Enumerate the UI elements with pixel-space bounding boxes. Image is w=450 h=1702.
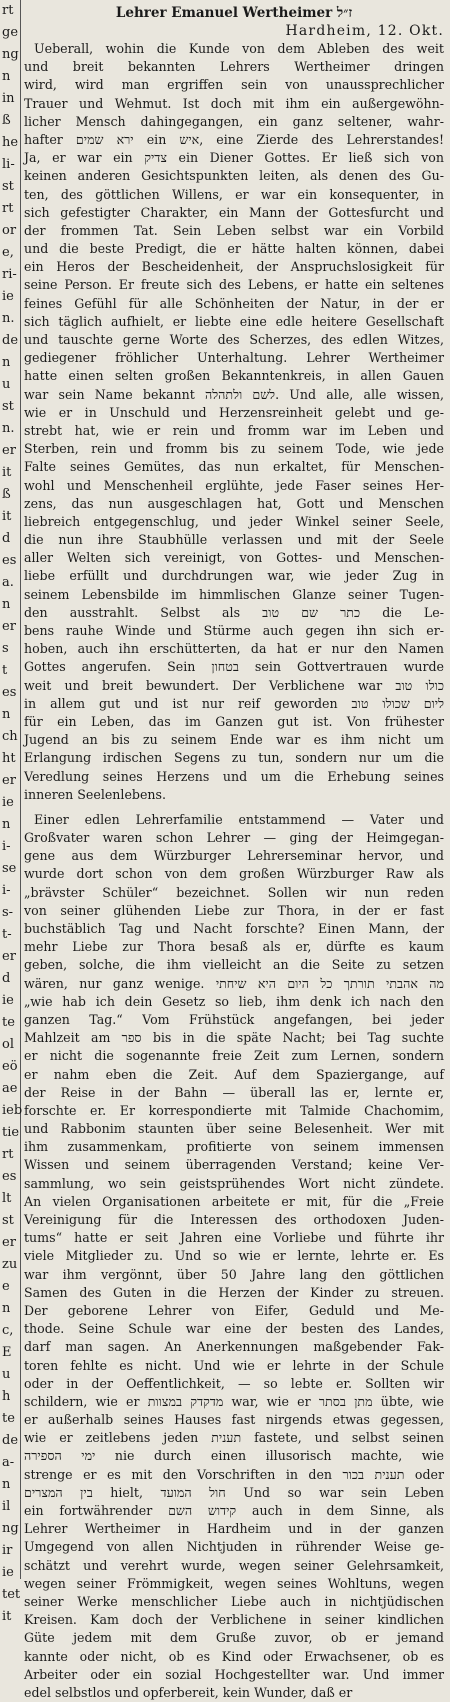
text-line: wären, nur ganz wenige. מה אהבתי תורתך כל היום היא שיחתי [24,975,444,991]
text-line: Der geborene Lehrer von Eifer, Geduld und Me- [24,1302,444,1318]
text-line: sich gefestigter Charakter, ein Mann der Gottesfurcht und [24,204,444,220]
margin-fragment: n [2,1301,11,1316]
margin-fragment: ieb [2,1103,23,1118]
text-line: wie er in Unschuld und Herzensreinheit gelebt und ge- [24,404,444,420]
margin-fragment: de [2,333,19,348]
margin-fragment: tet [2,1587,21,1602]
text-line: Einer edlen Lehrerfamilie entstammend — Vater und [34,811,444,827]
text-line: kannte oder nicht, ob es Kind oder Erwachsener, ob es [24,1648,444,1664]
text-line: von seiner glühenden Liebe zur Thora, in der er fast [24,902,444,918]
margin-fragment: ß [2,113,11,128]
margin-fragment: es [2,553,17,568]
text-line: der Reise in der Bahn — überall las er, lernte er, [24,1084,444,1100]
text-line: darf man sagen. An Anerkennungen maßgebender Fak- [24,1339,444,1355]
margin-fragment: c, [2,1323,14,1338]
text-line: sich täglich aufhielt, er liebte eine edle heitere Gesellschaft [24,313,444,329]
margin-fragment: u [2,1367,11,1382]
text-line: war sein Name bekannt לשם ולתהלה. Und alle, alle wissen, [24,386,445,402]
margin-fragment: in [2,91,15,106]
text-line: בין המצרים hielt, חול המועד Und so war sein Leben [24,1484,444,1500]
text-line: wurde dort schon von dem großen Würzburger Raw als [24,866,444,882]
text-line: hatte einen selten großen Bekanntenkreis, in allen Gauen [24,368,444,384]
text-line: der frommen Tat. Sein Leben selbst war ein Vorbild [24,222,444,238]
article-dateline: Hardheim, 12. Okt. [285,23,444,39]
text-line: toren fehlte es nicht. Und wie er lehrte in der Schule [24,1357,444,1373]
margin-fragment: ir [2,1543,13,1558]
text-line: und die beste Predigt, die er hätte halten können, dabei [24,241,444,257]
text-line: war ihm vergönnt, über 50 Jahre lang den göttlichen [24,1266,444,1282]
margin-fragment: or [2,223,17,238]
article-column [24,4,444,1702]
margin-fragment: de [2,1433,19,1448]
text-line: ganzen Tag.“ Vom Frühstück angefangen, bei jeder [24,1011,444,1027]
margin-fragment: a. [2,575,14,590]
text-line: in allem gut und ist nur reif geworden ליום שכולו טוב [24,695,444,711]
text-line: für ein Leben, das im Ganzen gut ist. Von frühester [24,713,444,729]
margin-fragment: ht [2,751,16,766]
margin-fragment: ie [2,993,14,1008]
text-line: Großvater waren schon Lehrer — ging der Heimgegan- [24,830,444,846]
text-line: Umgegend von allen Nichtjuden in rührender Weise ge- [24,1539,444,1555]
margin-fragment: ie [2,1565,14,1580]
margin-fragment: n. [2,311,15,326]
margin-fragment: d [2,531,11,546]
text-line: seine Person. Er freute sich des Lebens, er hatte ein seltenes [24,277,444,293]
margin-fragment: i- [2,883,11,898]
margin-fragment: n. [2,421,15,436]
text-line: seinem Lebensbilde im himmlischen Glanze seiner Tugen- [24,586,444,602]
text-line: gene aus dem Würzburger Lehrerseminar hervor, und [24,848,444,864]
text-line: Gottes angerufen. Sein בטחון sein Gottvertrauen wurde [24,659,445,675]
text-line: feines Gefühl für alle Schönheiten der Natur, in der er [24,295,444,311]
text-line: Mahlzeit am ספר bis in die späte Nacht; bei Tag suchte [24,1030,444,1046]
margin-fragment: ng [2,1521,19,1536]
text-line: An vielen Organisationen arbeitete er mit, für die „Freie [24,1193,444,1209]
text-line: und breit bekannten Lehrers Wertheimer dringen [24,59,444,75]
text-line: „wie hab ich dein Gesetz so lieb, ihm denk ich nach den [24,993,444,1009]
margin-fragment: st [2,179,14,194]
text-line: ימי הספירה nie durch einen illusorisch machte, wie [24,1448,445,1464]
margin-fragment: e, [2,245,14,260]
text-line: mehr Liebe zur Thora besaß als er, dürfte es kaum [24,939,444,955]
margin-fragment: st [2,399,14,414]
text-line: „brävster Schüler“ bezeichnet. Sollen wir nun reden [24,884,444,900]
margin-fragment: lt [2,1191,12,1206]
margin-fragment: ge [2,25,19,40]
text-line: hoben, auch ihn erschütterten, da hat er nur den Namen [24,641,444,657]
text-line: Ja, er war ein צדיק ein Diener Gottes. Er ließ sich von [24,150,444,166]
margin-fragment: se [2,861,17,876]
margin-fragment: er [2,619,16,634]
margin-fragment: zu [2,1257,18,1272]
text-line: schätzt und verehrt wurde, wegen seiner Gelehrsamkeit, [24,1557,444,1573]
text-line: Vereinigung für die Interessen des orthodoxen Juden- [24,1212,444,1227]
text-line: er außerhalb seines Hauses fast nirgends etwas gegessen, [24,1412,444,1428]
margin-fragment: E [2,1345,12,1360]
margin-fragment: ae [2,1081,18,1096]
text-line: er nahm eben die Zeit. Auf dem Spaziergange, auf [24,1066,444,1082]
text-line: liebe erfüllt und durchdrungen war, wie jeder Zug in [24,568,444,584]
margin-fragment: h [2,1389,11,1404]
text-line: wird, wird man ergriffen sein von unaussprechlicher [24,77,444,93]
text-line: den ausstrahlt. Selbst als כתר שם טוב die Le- [24,604,444,620]
margin-fragment: n [2,817,11,832]
text-line: Jugend an bis zu seinem Ende war es ihm nicht um [24,732,444,748]
margin-fragment: es [2,1169,17,1184]
text-line: strenge er es mit den Vorschriften in den תענית בכור oder [24,1466,444,1482]
margin-fragment: er [2,443,16,458]
text-line: inneren Seelenlebens. [24,786,166,802]
margin-fragment: s- [2,905,14,920]
text-line: thode. Seine Schule war eine der besten des Landes, [24,1321,444,1337]
text-line: Falte seines Gemütes, das nun erkaltet, für Menschen- [24,459,444,475]
article-paragraph [24,40,444,804]
margin-fragment: li- [2,157,15,172]
text-line: Arbeiter oder ein sozial Hochgestellter war. Und immer [24,1666,444,1682]
margin-fragment: it [2,465,12,480]
article-body [24,40,444,1702]
margin-fragment: n [2,597,11,612]
text-line: wohl und Menschenheil erglühte, jede Faser seines Her- [24,477,444,493]
paragraph-gap [24,804,444,811]
margin-fragment: rt [2,3,14,18]
text-line: er nicht die sogenannte freie Zeit zum Lernen, sondern [24,1048,444,1064]
margin-fragment: ie [2,289,14,304]
text-line: edel selbstlos und opferbereit, kein Wunder, daß er [24,1684,353,1700]
text-line: Güte jedem mit dem Gruße zuvor, ob er jemand [24,1630,444,1646]
text-line: wie er zeitlebens jeden תענית fastete, und selbst seinen [24,1430,444,1446]
text-line: sammlung, wo sein geistsprühendes Wort nicht zündete. [24,1175,444,1191]
margin-fragment: u [2,377,11,392]
text-line: und Rabbonim staunten über seine Belesenheit. Wer mit [24,1121,444,1137]
margin-fragment: ch [2,729,18,744]
text-line: strebt hat, wie er rein und fromm war im Leben und [24,422,444,438]
text-line: die nun ihre Staubhülle verlassen und mit der Seele [24,532,444,548]
text-line: wegen seiner Frömmigkeit, wegen seines Wohltuns, wegen [24,1575,444,1591]
margin-fragment: it [2,509,12,524]
text-line: tums“ hatte er seit Jahren eine Vorliebe und führte ihr [24,1230,444,1246]
margin-fragment: t [2,663,8,678]
text-line: Samen des Guten in die Herzen der Kinder zu streuen. [24,1284,444,1300]
article-paragraph [24,811,444,1702]
margin-fragment: a- [2,1455,15,1470]
margin-fragment: er [2,1235,16,1250]
text-line: schildern, wie er מדקדק במצוות war, wie er מתן בסתר übte, wie [24,1393,444,1409]
text-line: bens rauhe Winde und Stürme auch gegen ihn sich er- [24,623,444,638]
margin-fragment: ng [2,47,19,62]
text-line: Erlangung irdischen Segens zu tun, sondern nur um die [24,750,444,766]
margin-fragment: rt [2,201,14,216]
text-line: Sterben, rein und fromm bis zu seinem Tode, wie jede [24,441,444,457]
text-line: gediegener fröhlicher Unterhaltung. Lehrer Wertheimer [24,350,444,366]
margin-fragment: n [2,355,11,370]
text-line: ein Heros der Bescheidenheit, der Anspruchslosigkeit für [24,259,444,275]
left-margin-fragments [0,0,23,1624]
text-line: hafter ירא שמים ein איש, eine Zierde des Lehrerstandes! [24,131,444,147]
margin-fragment: n [2,69,11,84]
margin-fragment: n [2,707,11,722]
margin-fragment: he [2,135,19,150]
text-line: keinen anderen Gesichtspunkten leiten, als denen des Gu- [24,168,444,184]
margin-fragment: st [2,1213,14,1228]
margin-fragment: t- [2,927,12,942]
margin-fragment: es [2,685,17,700]
margin-fragment: d [2,971,11,986]
margin-fragment: il [2,1499,11,1514]
text-line: viele Mitglieder zu. Und so wie er lernte, lehrte er. Es [24,1248,444,1264]
margin-fragment: it [2,1609,12,1624]
text-line: und tauschte gerne Worte des Scherzes, des edlen Witzes, [24,332,444,347]
text-line: Veredlung seines Herzens und um die Erhebung seines [24,768,444,784]
text-line: Ueberall, wohin die Kunde von dem Ableben des weit [34,41,444,56]
margin-fragment: ie [2,795,14,810]
text-line: zens, das nun ausgeschlagen hat, Gott und Menschen [24,495,444,511]
margin-fragment: te [2,1015,15,1030]
text-line: seiner Werke menschlicher Liebe auch in nichtjüdischen [24,1593,444,1609]
text-line: Trauer und Wehmut. Ist doch mit ihm ein außergewöhn- [24,95,444,111]
text-line: buchstäblich Tag und Nacht forschte? Einen Mann, der [24,921,444,936]
margin-fragment: er [2,773,16,788]
article-headline: Lehrer Emanuel Wertheimer ז״ל [115,5,353,21]
margin-fragment: ol [2,1037,14,1052]
text-line: weit und breit bewundert. Der Verblichene war כולו טוב [24,677,444,693]
margin-fragment: ri- [2,267,17,282]
margin-fragment: te [2,1411,15,1426]
text-line: ihm zusammenkam, profitierte von seinem immensen [24,1139,444,1155]
text-line: forschte er. Er korrespondierte mit Talmide Chachomim, [24,1102,444,1118]
margin-fragment: n [2,1477,11,1492]
text-line: Kreisen. Kam doch der Verblichene in seiner kindlichen [24,1612,444,1628]
text-line: Wissen und seinem überragenden Verstand; keine Ver- [24,1157,444,1173]
margin-fragment: tie [2,1125,20,1140]
margin-fragment: ß [2,487,11,502]
text-line: aller Welten sich vereinigt, von Gottes- und Menschen- [24,550,444,566]
text-line: ein fortwährender קידוש השם auch in dem Sinne, als [24,1503,444,1518]
text-line: licher Mensch dahingegangen, ein ganz seltener, wahr- [24,113,444,129]
margin-fragment: er [2,949,16,964]
text-line: liebreich entgegenschlug, und jeder Winkel seiner Seele, [24,513,444,529]
text-line: geben, solche, die ihm vielleicht an die Seite zu setzen [24,957,444,973]
margin-fragment: e [2,1279,10,1294]
margin-fragment: i- [2,839,11,854]
margin-fragment: rt [2,1147,14,1162]
text-line: oder in der Oeffentlichkeit, — so lebte er. Sollten wir [24,1375,444,1391]
text-line: ten, des göttlichen Willens, er war ein konsequenter, in [24,186,444,202]
margin-fragment: eö [2,1059,18,1074]
margin-fragment: s [2,641,9,656]
text-line: Lehrer Wertheimer in Hardheim und in der ganzen [24,1521,444,1537]
